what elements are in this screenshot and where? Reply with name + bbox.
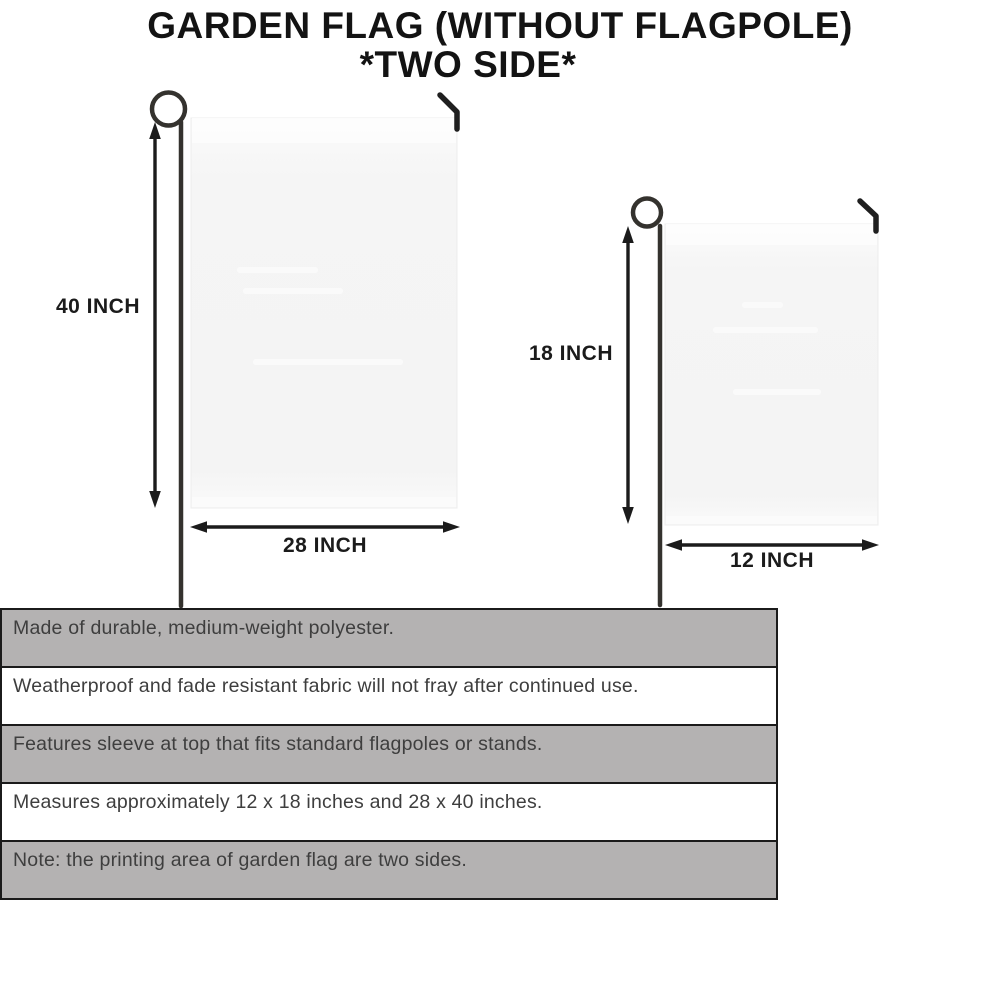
large-flag-canvas xyxy=(191,118,457,508)
large-width-arrow xyxy=(190,521,460,533)
feature-row-note: Note: the printing area of garden flag are two sides. xyxy=(0,840,778,900)
large-height-arrow xyxy=(149,122,161,508)
feature-row-sleeve: Features sleeve at top that fits standard flagpoles or stands. xyxy=(0,724,778,784)
large-pole-loop xyxy=(152,93,185,126)
title-line-2: *TWO SIDE* xyxy=(359,44,577,85)
large-flag-sleeve xyxy=(192,118,456,143)
small-flag-bottom-hem xyxy=(666,516,877,524)
title-line-1: GARDEN FLAG (WITHOUT FLAGPOLE) xyxy=(147,5,853,46)
large-flag-height-label: 40 INCH xyxy=(55,295,140,318)
large-flag-bottom-hem xyxy=(192,497,456,507)
feature-list xyxy=(0,608,778,900)
small-flag-sleeve xyxy=(666,224,877,245)
large-flag-width-label: 28 INCH xyxy=(282,534,368,557)
small-height-arrow xyxy=(622,226,634,524)
small-flag-height-label: 18 INCH xyxy=(528,342,613,365)
small-flag-width-label: 12 INCH xyxy=(729,549,815,572)
feature-row-measurements: Measures approximately 12 x 18 inches and 28 x 40 inches. xyxy=(0,782,778,842)
feature-row-material: Made of durable, medium-weight polyester. xyxy=(0,608,778,668)
small-flag-canvas xyxy=(665,224,878,525)
small-pole-loop xyxy=(633,199,661,227)
small-flag-assembly xyxy=(622,199,879,606)
feature-row-weatherproof: Weatherproof and fade resistant fabric will not fray after continued use. xyxy=(0,666,778,726)
large-flag-assembly xyxy=(149,93,460,607)
